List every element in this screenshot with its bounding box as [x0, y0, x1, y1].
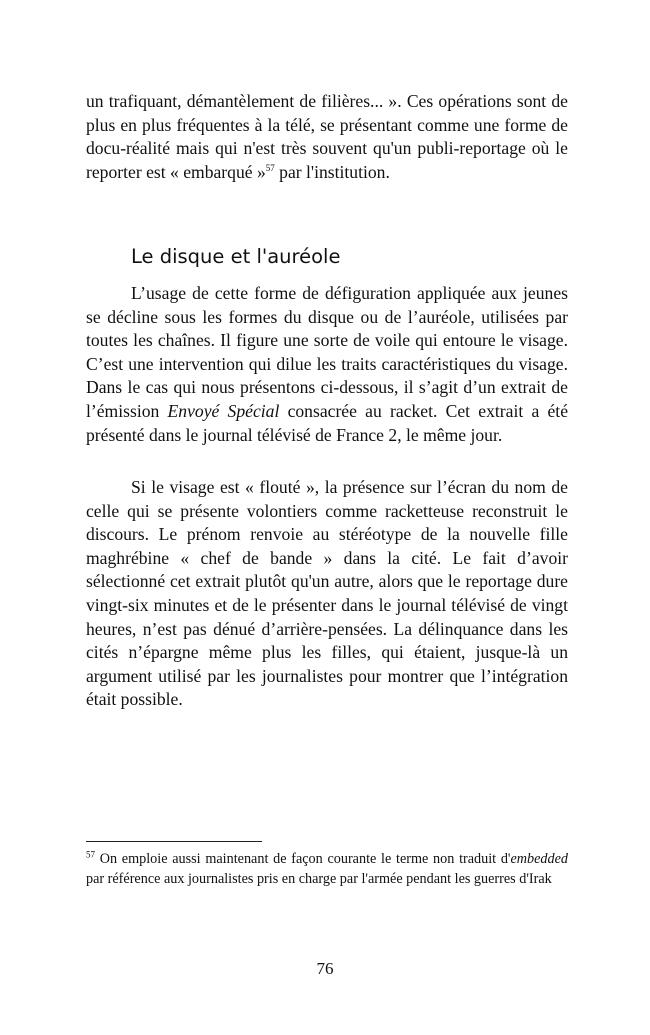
footnote-number: 57	[86, 849, 95, 860]
paragraph-floute	[86, 476, 568, 712]
paragraph-text: L’usage de cette forme de défiguration appliquée aux jeunes se décline sous les formes du disque ou de l’auréole, utilisées par toutes les chaînes. Il figure une sorte de voile qui entoure le visage. C’est une intervention qui dilue les traits caractéristiques du visage. Dans le cas qui nous présentons ci-dessous, il s’agit d’un extrait de l’émission	[86, 283, 568, 421]
footnote-text-end: par référence aux journalistes pris en charge par l'armée pendant les guerres d'Irak	[86, 871, 552, 887]
footnote-text: On emploie aussi maintenant de façon courante le terme non traduit d'	[95, 851, 511, 867]
footnote-separator	[86, 841, 262, 842]
paragraph-text-end: par l'institution.	[274, 161, 390, 182]
footnote-reference[interactable]: 57	[265, 162, 275, 173]
page-number: 76	[316, 959, 334, 978]
section-heading: Le disque et l'auréole	[131, 245, 341, 268]
program-title: Envoyé Spécial	[167, 400, 280, 421]
paragraph-continued	[86, 90, 568, 184]
paragraph-text-end: consacrée au racket. Cet extrait a été présenté dans le journal télévisé de France 2, le même jour.	[86, 400, 569, 445]
paragraph-text: un trafiquant, démantèlement de filières... ». Ces opérations sont de plus en plus fréquentes à la télé, se présentant comme une forme de docu-réalité mais qui n'est très souvent qu'un publi-reportage où le reporter est « embarqué »	[86, 91, 568, 182]
paragraph-disque	[86, 282, 568, 447]
footnote-emphasis: embedded	[510, 851, 568, 867]
paragraph-text: Si le visage est « flouté », la présence sur l’écran du nom de celle qui se présente volontiers comme racketteuse reconstruit le discours. Le prénom renvoie au stéréotype de la nouvelle fille maghrébine « chef de bande » dans la cité. Le fait d’avoir sélectionné cet extrait plutôt qu'un autre, alors que le reportage dure vingt-six minutes et de le présenter dans le journal télévisé de vingt heures, n’est pas dénué d’arrière-pensées. La délinquance dans les cités n’épargne même plus les filles, qui étaient, jusque-là un argument utilisé par les journalistes pour montrer que l’intégration était possible.	[86, 477, 568, 710]
footnote	[86, 849, 568, 889]
